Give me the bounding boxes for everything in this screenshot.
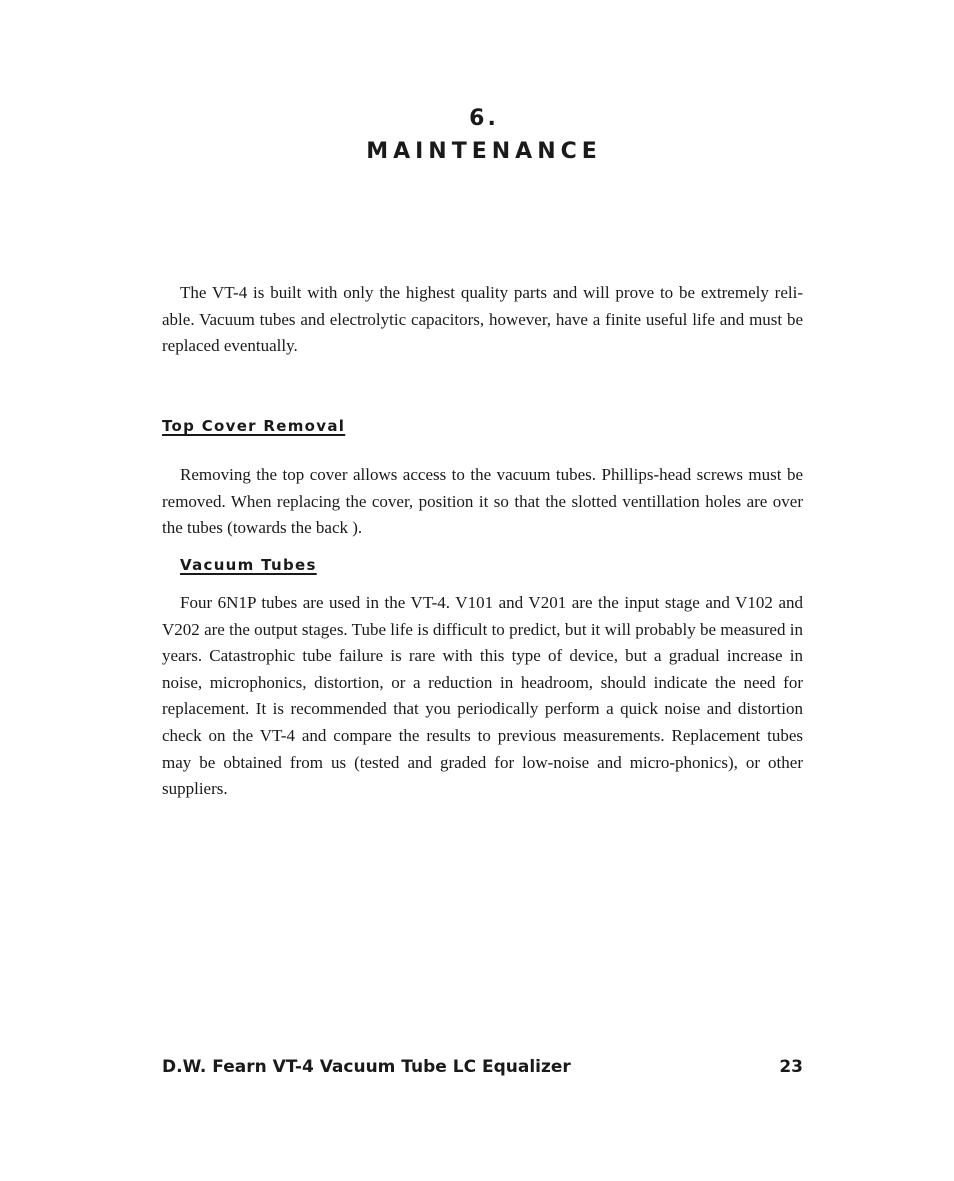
- chapter-title: MAINTENANCE: [366, 139, 602, 164]
- vacuum-tubes-paragraph: Four 6N1P tubes are used in the VT-4. V101 and V201 are the input stage and V102 and V202 are the output stages. Tube life is difficult to predict, but it will probably be measured in years. Catastrophic tube failure is rare with this type of device, but a gradual increase in noise, microphonics, distortion, or a reduction in headroom, should indicate the need for replacement. It is recommended that you periodically perform a quick noise and distortion check on the VT-4 and compare the results to previous measurements. Replacement tubes may be obtained from us (tested and graded for low-noise and micro-phonics), or other suppliers.: [162, 593, 803, 799]
- intro-paragraph: The VT-4 is built with only the highest quality parts and will prove to be extremely reli-able. Vacuum tubes and electrolytic capacitors, however, have a finite useful life and must be replaced eventually.: [162, 283, 803, 356]
- footer-document-title: D.W. Fearn VT-4 Vacuum Tube LC Equalizer: [162, 1057, 571, 1077]
- chapter-number: 6.: [469, 106, 499, 131]
- top-cover-removal-heading: Top Cover Removal: [162, 417, 346, 435]
- footer-page-number: 23: [779, 1057, 803, 1077]
- top-cover-removal-paragraph: Removing the top cover allows access to the vacuum tubes. Phillips-head screws must be removed. When replacing the cover, position it so that the slotted ventillation holes are over the tubes (towards the back ).: [162, 465, 803, 538]
- vacuum-tubes-heading: Vacuum Tubes: [180, 556, 317, 574]
